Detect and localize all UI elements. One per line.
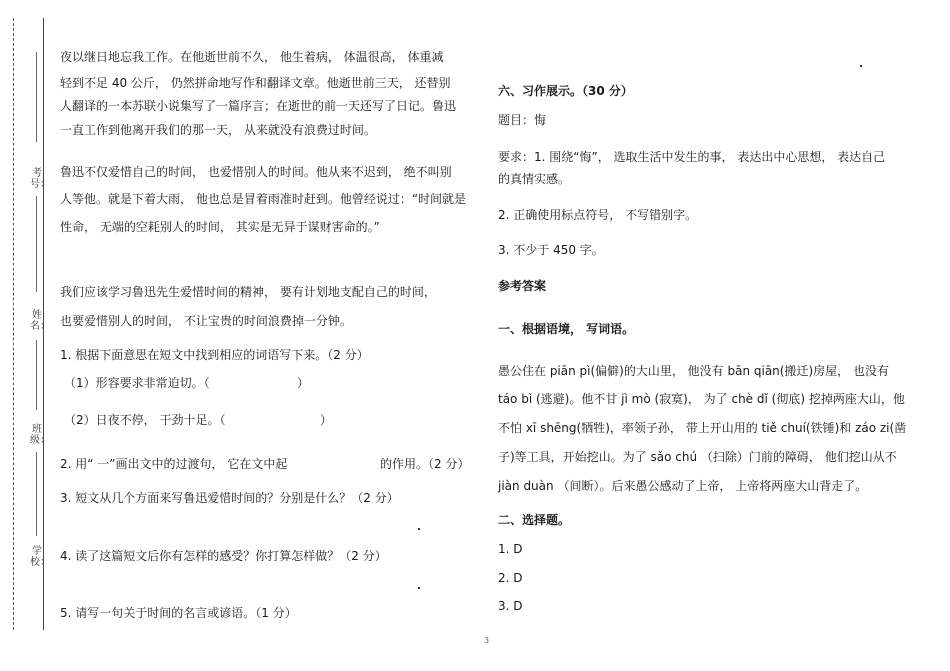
answer-1-line-4: 子)等工具，开始挖山。为了 sǎo chú （扫除）门前的障碍， 他们挖山从不 — [498, 450, 897, 464]
essay-requirement-1: 要求：1. 围绕“悔”， 选取生活中发生的事， 表达出中心思想， 表达自己 — [498, 150, 886, 164]
section-6-title: 六、习作展示。（30 分） — [498, 84, 633, 98]
answer-2-item-2: 2. D — [498, 571, 523, 585]
name-label: 姓名： — [30, 310, 50, 332]
question-4: 4. 读了这篇短文后你有怎样的感受？你打算怎样做？（2 分） — [60, 549, 387, 563]
school-label: 学校： — [30, 546, 50, 568]
passage-p1-line-2: 轻到不足 40 公斤， 仍然拼命地写作和翻译文章。他逝世前三天， 还替别 — [60, 76, 451, 90]
passage-p2-line-1: 鲁迅不仅爱惜自己的时间， 也爱惜别人的时间。他从来不迟到， 绝不叫别 — [60, 165, 452, 179]
stray-mark — [860, 65, 862, 67]
passage-p1-line-1: 夜以继日地忘我工作。在他逝世前不久， 他生着病， 体温很高， 体重减 — [60, 50, 444, 64]
passage-p3-line-1: 我们应该学习鲁迅先生爱惜时间的精神， 要有计划地支配自己的时间， — [60, 285, 436, 299]
question-1-part-1-close: ） — [297, 376, 310, 390]
answer-1-line-5: jiàn duàn （间断）。后来愚公感动了上帝， 上帝将两座大山背走了。 — [498, 479, 868, 493]
essay-topic: 题目：悔 — [498, 113, 547, 127]
question-3: 3. 短文从几个方面来写鲁迅爱惜时间的？分别是什么？（2 分） — [60, 491, 399, 505]
passage-p1-line-3: 人翻译的一本苏联小说集写了一篇序言；在逝世的前一天还写了日记。鲁迅 — [60, 99, 457, 113]
answer-space-mark — [418, 528, 420, 530]
question-1-part-2: （2）日夜不停， 干劲十足。（ — [64, 413, 226, 427]
binding-dashed-line — [13, 18, 14, 630]
reference-answers-title: 参考答案 — [498, 279, 547, 293]
answer-space-mark — [418, 587, 420, 589]
answer-1-line-1: 愚公住在 piān pì(偏僻)的大山里， 他没有 bān qiān(搬迁)房屋， 也没有 — [498, 364, 889, 378]
answer-1-line-2: táo bì (逃避)。他不甘 jì mò (寂寞)， 为了 chè dǐ (彻底) 挖掉两座大山，他 — [498, 392, 905, 406]
passage-p1-line-4: 一直工作到他离开我们的那一天， 从来就没有浪费过时间。 — [60, 123, 376, 137]
class-label: 班级： — [30, 424, 50, 446]
answer-2-item-1: 1. D — [498, 542, 523, 556]
answer-2-item-3: 3. D — [498, 599, 523, 613]
class-line — [36, 340, 37, 410]
page-number: 3 — [484, 636, 490, 645]
answer-section-2-title: 二、选择题。 — [498, 513, 571, 527]
essay-requirement-1-cont: 的真情实感。 — [498, 172, 571, 186]
name-line — [36, 196, 37, 292]
question-1-part-1: （1）形容要求非常迫切。（ — [64, 376, 210, 390]
passage-p2-line-2: 人等他。就是下着大雨， 他也总是冒着雨准时赶到。他曾经说过：“时间就是 — [60, 192, 467, 206]
exam-no-label: 考号： — [30, 168, 50, 190]
passage-p2-line-3: 性命， 无端的空耗别人的时间， 其实是无异于谋财害命的。” — [60, 220, 380, 234]
exam-no-line — [36, 52, 37, 142]
essay-requirement-3: 3. 不少于 450 字。 — [498, 243, 604, 257]
answer-1-line-3: 不怕 xī shēng(牺牲)，率领子孙， 带上开山用的 tiě chuí(铁锤)和 záo zi(凿 — [498, 421, 907, 435]
question-5: 5. 请写一句关于时间的名言或谚语。（1 分） — [60, 606, 297, 620]
question-1: 1. 根据下面意思在短文中找到相应的词语写下来。（2 分） — [60, 348, 369, 362]
answer-section-1-title: 一、根据语境， 写词语。 — [498, 322, 635, 336]
question-2-end: 的作用。（2 分） — [380, 457, 470, 471]
question-2: 2. 用“ 一”画出文中的过渡句， 它在文中起 — [60, 457, 288, 471]
school-line — [36, 452, 37, 536]
question-1-part-2-close: ） — [320, 413, 333, 427]
passage-p3-line-2: 也要爱惜别人的时间， 不让宝贵的时间浪费掉一分钟。 — [60, 314, 352, 328]
essay-requirement-2: 2. 正确使用标点符号， 不写错别字。 — [498, 208, 698, 222]
